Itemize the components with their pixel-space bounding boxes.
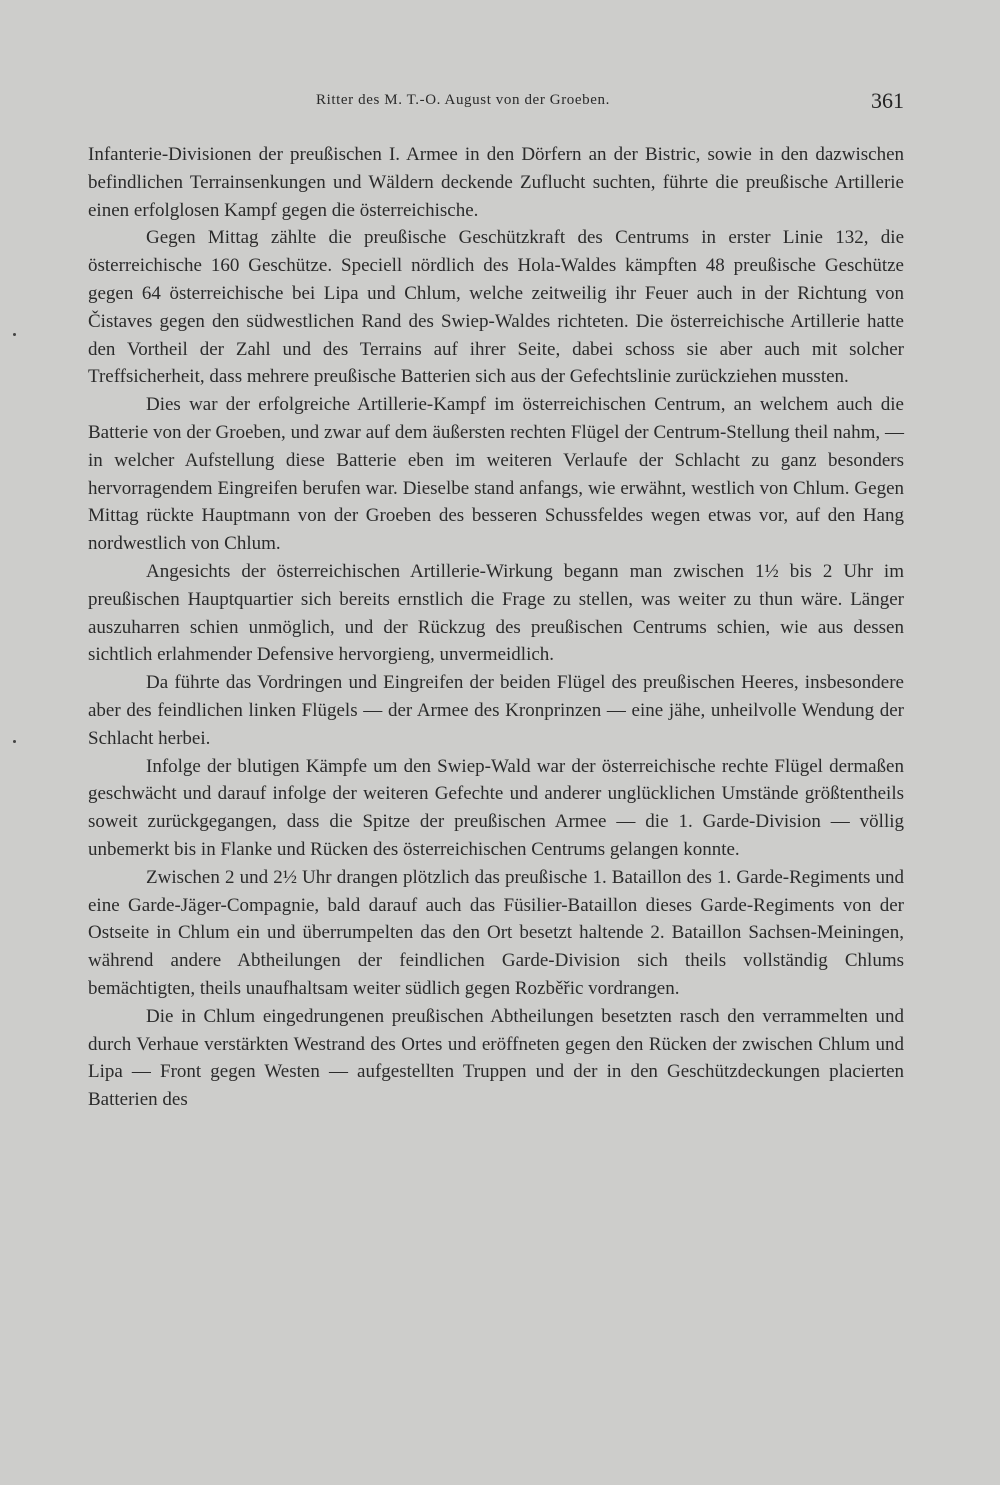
paragraph: Da führte das Vordringen und Eingreifen der beiden Flügel des preußischen Heeres, insbesondere aber des feindlichen linken Flügels — der Armee des Kronprinzen — eine jähe, unheilvolle Wendung der Schlacht herbei. xyxy=(88,672,904,749)
paragraph: Dies war der erfolgreiche Artillerie-Kampf im österreichischen Centrum, an welchem auch die Batterie von der Groeben, und zwar auf dem äußersten rechten Flügel der Centrum-Stellung theil nahm, — in welcher Aufstellung diese Batterie eben im weiteren Verlaufe der Schlacht zu ganz besonders hervorragendem Eingreifen berufen war. Dieselbe stand anfangs, wie erwähnt, westlich von Chlum. Gegen Mittag rückte Hauptmann von der Groeben des besseren Schussfeldes wegen etwas vor, auf den Hang nordwestlich von Chlum. xyxy=(88,394,904,555)
page-number: 361 xyxy=(871,88,904,113)
paragraph: Angesichts der österreichischen Artillerie-Wirkung begann man zwischen 1½ bis 2 Uhr im preußischen Hauptquartier sich bereits ernstlich die Frage zu stellen, was weiter zu thun wäre. Länger auszuharren schien unmöglich, und der Rückzug des preußischen Centrums schien, wie aus dessen sichtlich erlahmender Defensive hervorgieng, unvermeidlich. xyxy=(88,560,904,666)
running-head: Ritter des M. T.-O. August von der Groeben. xyxy=(316,92,610,108)
paragraph: Gegen Mittag zählte die preußische Geschützkraft des Centrums in erster Linie 132, die österreichische 160 Geschütze. Speciell nördlich des Hola-Waldes kämpften 48 preußische Geschütze gegen 64 österreichische bei Lipa und Chlum, welche zeitweilig ihr Feuer auch in der Richtung von Čistaves gegen den südwestlichen Rand des Swiep-Waldes richteten. Die österreichische Artillerie hatte den Vortheil der Zahl und des Terrains auf ihrer Seite, dabei schoss sie aber auch mit solcher Treffsicherheit, dass mehrere preußische Batterien sich aus der Gefechtslinie zurückziehen mussten. xyxy=(88,227,904,388)
paragraph: Infolge der blutigen Kämpfe um den Swiep-Wald war der österreichische rechte Flügel dermaßen geschwächt und darauf infolge der weiteren Gefechte und anderer unglücklichen Umstände größtentheils soweit zurückgegangen, dass die Spitze der preußischen Armee — die 1. Garde-Division — völlig unbemerkt bis in Flanke und Rücken des österreichischen Centrums gelangen konnte. xyxy=(88,755,904,860)
page-header xyxy=(88,88,904,118)
margin-speck xyxy=(13,333,16,336)
paragraph: Die in Chlum eingedrungenen preußischen Abtheilungen besetzten rasch den verrammelten und durch Verhaue verstärkten Westrand des Ortes und eröffneten gegen den Rücken der zwischen Chlum und Lipa — Front gegen Westen — aufgestellten Truppen und der in den Geschützdeckungen placierten Batterien des xyxy=(88,1005,904,1111)
body-text xyxy=(88,141,904,1114)
paragraph: Infanterie-Divisionen der preußischen I. Armee in den Dörfern an der Bistric, sowie in den dazwischen befindlichen Terrainsenkungen und Wäldern deckende Zuflucht suchten, führte die preußische Artillerie einen erfolglosen Kampf gegen die österreichische. xyxy=(88,144,904,221)
paragraph: Zwischen 2 und 2½ Uhr drangen plötzlich das preußische 1. Bataillon des 1. Garde-Regiments und eine Garde-Jäger-Compagnie, bald darauf auch das Füsilier-Bataillon dieses Garde-Regiments von der Ostseite in Chlum ein und überrumpelten das den Ort besetzt haltende 2. Bataillon Sachsen-Meiningen, während andere Abtheilungen der feindlichen Garde-Division sich theils vollständig Chlums bemächtigten, theils unaufhaltsam weiter südlich gegen Rozběřic vordrangen. xyxy=(88,866,904,999)
margin-speck xyxy=(13,740,16,743)
